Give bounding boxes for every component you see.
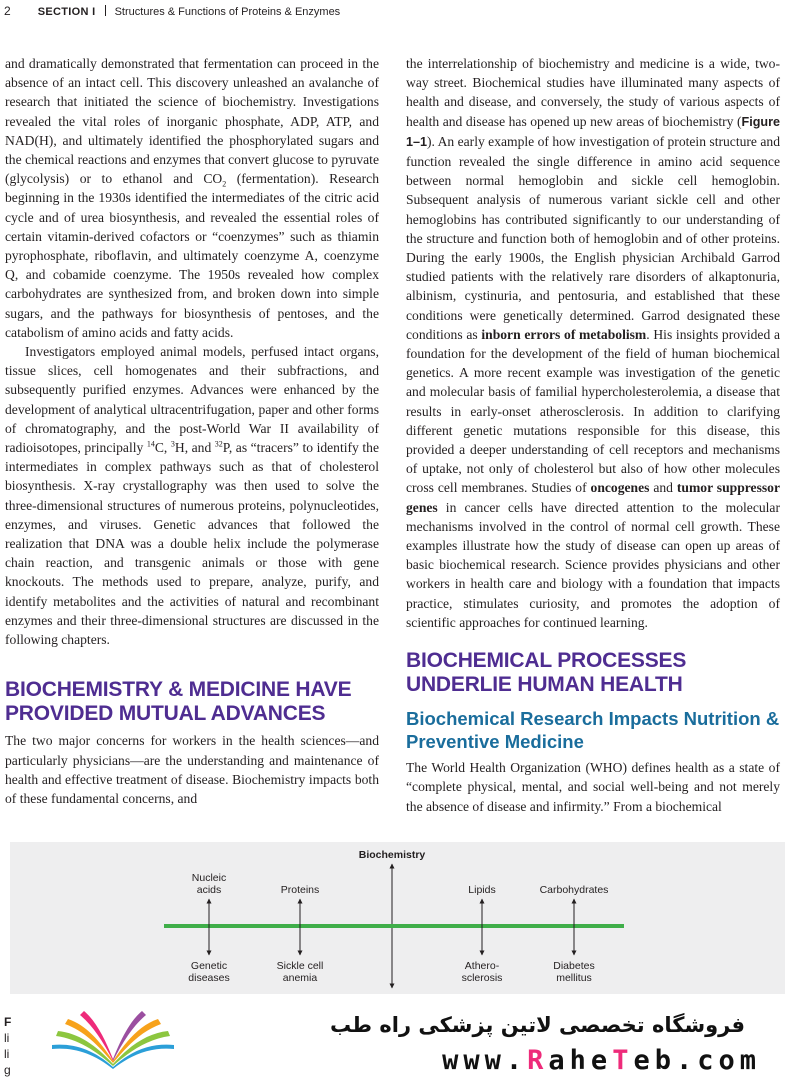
watermark-url[interactable]: www.RaheTeb.com [442,1045,761,1076]
caption-line: g [4,1063,11,1077]
figure-reference[interactable]: Figure 1–1 [406,114,780,149]
section-title: Structures & Functions of Proteins & Enzymes [114,6,341,18]
bottom-label: sclerosis [461,972,503,984]
header-divider [105,5,106,16]
section-heading: BIOCHEMISTRY & MEDICINE HAVE PROVIDED MUTUAL ADVANCES [5,678,352,725]
figure-caption-fragment [4,1014,11,1078]
watermark-banner [40,1003,795,1080]
bottom-label: diseases [188,972,230,984]
paragraph: the interrelationship of biochemistry and medicine is a wide, two-way street. Biochemical studies have illuminated many aspects of health and disease, and conversely, the study of various aspects of health and disease has opened up new areas of biochemistry (Figure 1–1). An early example of how investigation of protein structure and function revealed the single difference in amino acid sequence between normal hemoglobin and sickle cell hemoglobin. Subsequent analysis of numerous variant sickle cell and other hemoglobins has contributed significantly to our understanding of the structure and function both of hemoglobin and of other proteins. During the early 1900s, the English physician Archibald Garrod studied patients with the relatively rare disorders of alkaptonuria, albinism, cystinuria, and pentosuria, and established that these conditions were genetically determined. Garrod designated these conditions as inborn errors of metabolism. His insights provided a foundation for the development of the field of human biochemical genetics. A more recent example was investigation of the genetic and molecular basis of familial hypercholesterolemia, a disease that results in early-onset atherosclerosis. In addition to clarifying different genetic mutations responsible for this disease, this provided a deeper understanding of cell receptors and mechanisms of uptake, not only of cholesterol but also of how other molecules cross cell membranes. Studies of oncogenes and tumor suppressor genes in cancer cells have directed attention to the molecular mechanisms involved in the control of normal cell growth. These examples illustrate how the study of disease can open up areas of basic biochemical research. Science provides physicians and other workers in health care and biology with a foundation that impacts practice, stimulates curiosity, and promotes the adoption of scientific approaches for continued learning. [406,56,780,630]
figure-title: Biochemistry [358,849,426,861]
subsection-heading: Biochemical Research Impacts Nutrition & Preventive Medicine [406,708,780,752]
caption-line: li [4,1047,10,1061]
open-book-logo-icon [48,1009,178,1071]
bottom-label: Diabetes [553,960,595,972]
bottom-label: mellitus [556,972,592,984]
section-label: SECTION I [37,6,96,18]
section-heading: BIOCHEMICAL PROCESSES UNDERLIE HUMAN HEALTH [406,649,687,696]
left-column [5,54,379,808]
figure-biochemistry-medicine [10,842,785,994]
top-label: Carbohydrates [539,884,609,896]
watermark-persian-text: فروشگاه تخصصی لاتین پزشکی راه طب [330,1013,745,1037]
right-column [406,54,780,816]
running-header [4,4,340,20]
bottom-label: Sickle cell [276,960,324,972]
key-term: tumor suppressor genes [406,480,780,515]
page-number: 2 [4,4,11,18]
bottom-label: anemia [282,972,318,984]
top-label: Nucleic [191,872,227,884]
caption-line: li [4,1031,10,1045]
key-term: inborn errors of metabolism [481,326,647,342]
bottom-label: Athero- [464,960,500,972]
top-label: acids [196,884,222,896]
paragraph: Investigators employed animal models, perfused intact organs, tissue slices, cell homogenates and their subfractions, and subsequently purified enzymes. Advances were enhanced by the development of analytical ultracentrifugation, paper and other forms of chromatography, and the post-World War II availability of radioisotopes, principally $^{14}$C, $^3$H, and $^{32}$P, as “tracers” to identify the intermediates in complex pathways such as that of cholesterol biosynthesis. X-ray crystallography was then used to solve the three-dimensional structures of numerous proteins, polynucleotides, enzymes, and viruses. Genetic advances that followed the realization that DNA was a double helix include the polymerase chain reaction, and transgenic animals or those with gene knockouts. The methods used to prepare, analyze, purify, and identify metabolites and the activities of natural and recombinant enzymes and their three-dimensional structures are discussed in the following chapters. [5,344,380,648]
caption-first-letter: F [4,1015,12,1029]
top-label: Lipids [468,884,496,896]
green-line [164,924,624,928]
paragraph: The World Health Organization (WHO) defines health as a state of “complete physical, mental, and social well-being and not merely the absence of disease and infirmity.” From a biochemical [406,760,780,814]
paragraph: The two major concerns for workers in the health sciences—and particularly physicians—are the understanding and maintenance of health and effective treatment of disease. Biochemistry impacts both of these fundamental concerns, and [5,733,379,806]
figure-diagram [10,842,785,994]
paragraph: and dramatically demonstrated that fermentation can proceed in the absence of an intact cell. This discovery unleashed an avalanche of research that initiated the science of biochemistry. Investigations revealed the vital roles of inorganic phosphate, ADP, ATP, and NAD(H), and ultimately identified the phosphorylated sugars and the chemical reactions and enzymes that convert glucose to pyruvate (glycolysis) or to ethanol and $CO_2$ (fermentation). Research beginning in the 1930s identified the intermediates of the citric acid cycle and of urea biosynthesis, and revealed the essential roles of certain vitamin-derived cofactors or “coenzymes” such as thiamin pyrophosphate, riboflavin, and ultimately coenzyme A, coenzyme Q, and cobamide coenzyme. The 1950s revealed how complex carbohydrates are synthesized from, and broken down into simple sugars, and the pathways for biosynthesis of pentoses, and the catabolism of amino acids and fatty acids. [5,56,379,340]
top-label: Proteins [280,884,320,896]
bottom-label: Genetic [190,960,228,972]
key-term: oncogenes [590,480,650,496]
